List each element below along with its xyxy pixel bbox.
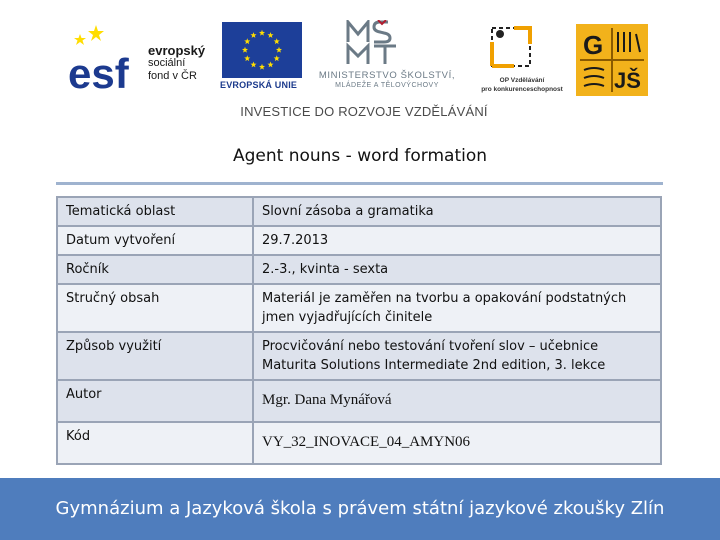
footer-text: Gymnázium a Jazyková škola s právem státní jazykové zkoušky Zlín [55,498,665,519]
table-row [57,255,661,284]
gjs-logo-icon [576,24,648,96]
row-value [253,422,661,464]
row-value: 29.7.2013 [253,226,661,255]
row-value: Procvičování nebo testování tvoření slov – učebnice Maturita Solutions Intermediate 2nd edition, 3. lekce [253,332,661,380]
table-row [57,197,661,226]
eu-label: EVROPSKÁ UNIE [220,80,298,90]
gjs-letters-js: JŠ [614,68,641,93]
esf-line3: fond v ČR [148,70,197,82]
msmt-logo [312,20,462,98]
table-row [57,380,661,422]
table-row [57,284,661,332]
op-line1: OP Vzdělávání [499,77,545,84]
row-key: Způsob využití [57,332,253,380]
tagline: INVESTICE DO ROZVOJE VZDĚLÁVÁNÍ [240,104,488,119]
table-row [57,422,661,464]
row-value: Materiál je zaměřen na tvorbu a opakování podstatných jmen vyjadřujících činitele [253,284,661,332]
eu-logo [220,22,306,96]
esf-logo [66,22,221,97]
esf-line1: evropský [148,43,206,58]
row-value [253,380,661,422]
esf-line2: sociální [148,57,186,69]
msmt-line1: MINISTERSTVO ŠKOLSTVÍ, [318,70,456,81]
op-line2: pro konkurenceschopnost [481,86,563,93]
row-key: Stručný obsah [57,284,253,332]
row-value: 2.-3., kvinta - sexta [253,255,661,284]
row-key: Autor [57,380,253,422]
msmt-line2: MLÁDEŽE A TĚLOVÝCHOVY [335,82,439,89]
page-title: Agent nouns - word formation [232,146,488,166]
op-mark-icon [484,22,540,72]
row-key: Kód [57,422,253,464]
title-divider [56,182,663,185]
esf-mark-icon [66,22,146,94]
row-key: Datum vytvoření [57,226,253,255]
op-logo [472,22,572,98]
table-row [57,332,661,380]
eu-flag-icon [222,22,302,78]
author-value: Mgr. Dana Mynářová [262,392,392,408]
row-key: Ročník [57,255,253,284]
row-value: Slovní zásoba a gramatika [253,197,661,226]
row-key: Tematická oblast [57,197,253,226]
table-row [57,226,661,255]
msmt-mark-icon [344,20,408,66]
gjs-letter-g: G [583,30,604,60]
footer-bar [0,478,720,540]
code-value: VY_32_INOVACE_04_AMYN06 [262,434,471,450]
esf-mark-text: esf [68,50,129,94]
esf-text [148,44,205,83]
metadata-table [56,196,662,465]
